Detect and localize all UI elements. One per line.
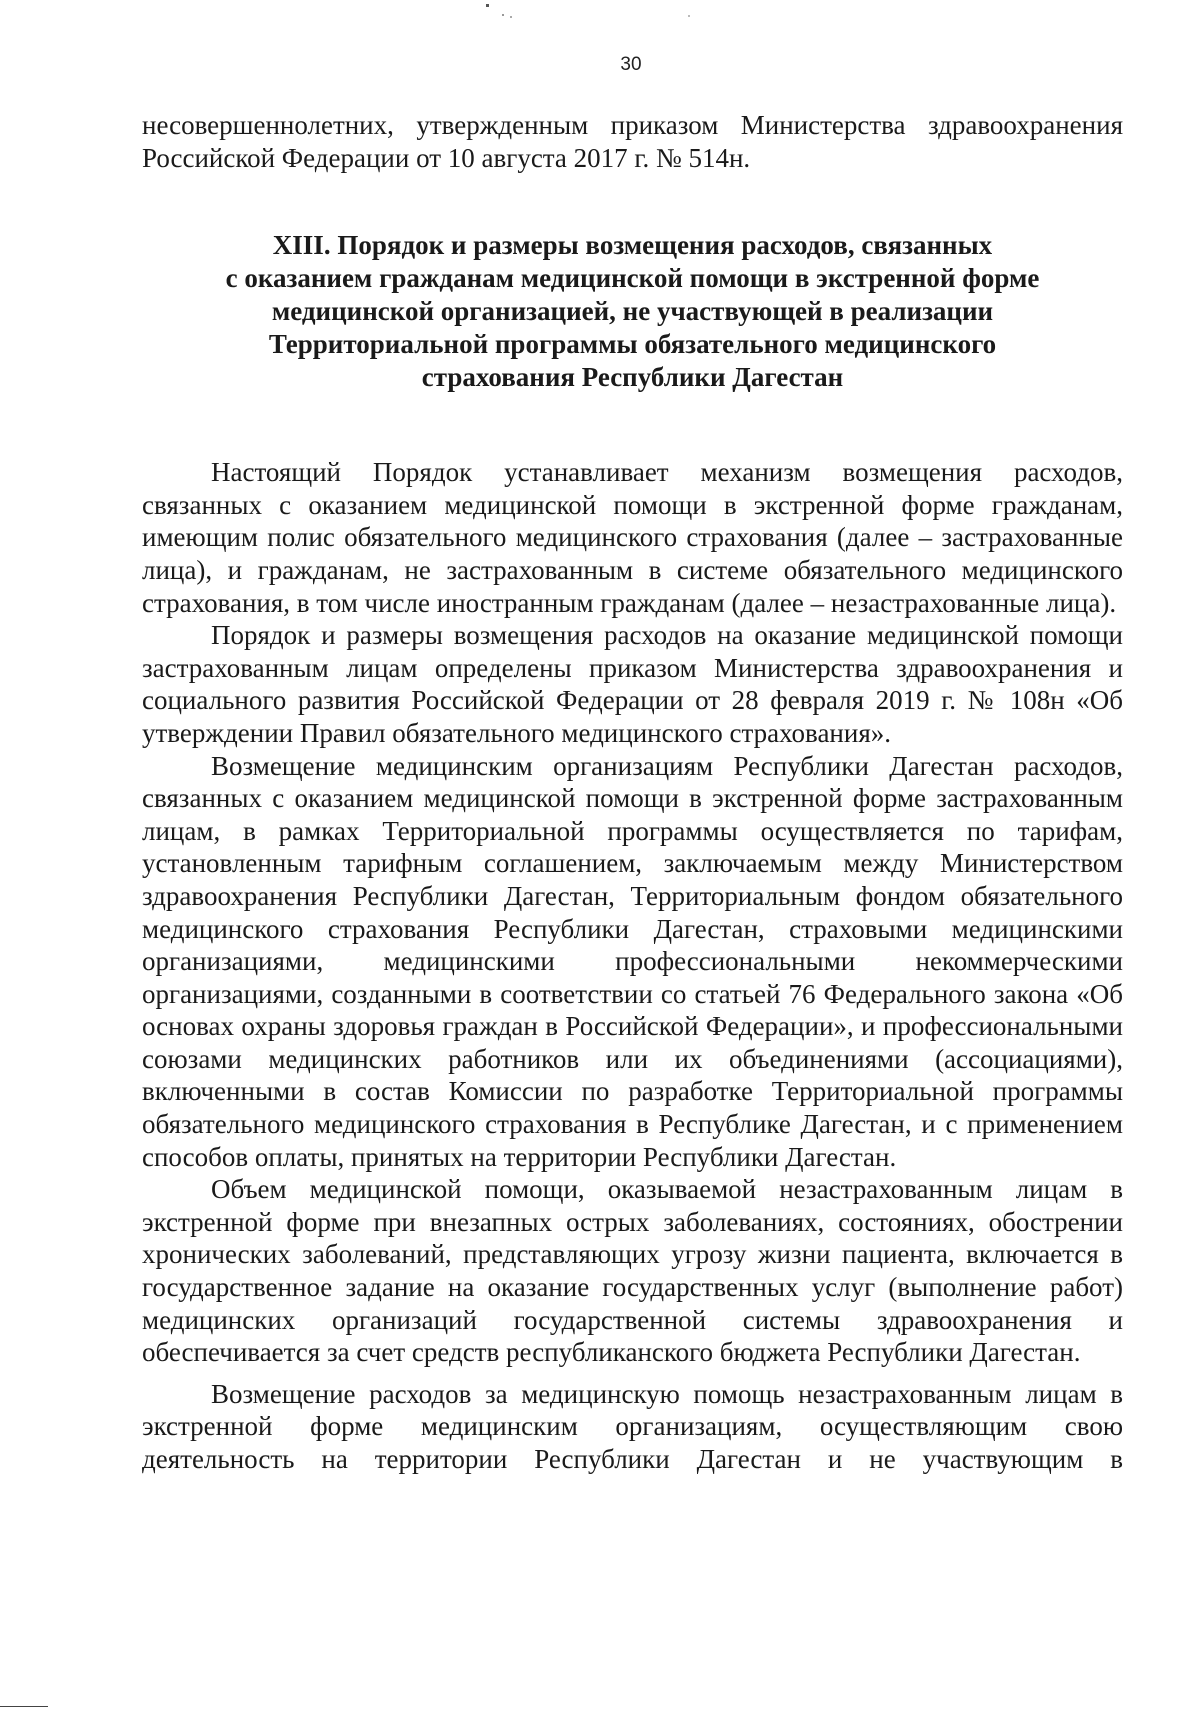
section-heading-line: медицинской организацией, не участвующей в реализации — [271, 296, 994, 327]
scan-artifact-mark — [688, 15, 690, 17]
scan-artifact-mark — [502, 14, 504, 16]
continued-text-line: Российской Федерации от 10 августа 2017 г. № 514н. — [142, 142, 751, 173]
section-heading-line: страхования Республики Дагестан — [421, 362, 844, 393]
paragraph: Настоящий Порядок устанавливает механизм возмещения расходов, связанных с оказанием медицинской помощи в экстренной форме гражданам, имеющим полис обязательного медицинского страхования (далее – застрахованные лица), и гражданам, не застрахованным в системе обязательного медицинского страхования, в том числе иностранным гражданам (далее – незастрахованные лица). — [142, 457, 1123, 618]
section-heading-line: XIII. Порядок и размеры возмещения расходов, связанных — [272, 230, 993, 261]
scan-artifact-mark — [510, 16, 512, 18]
paragraph: Возмещение медицинским организациям Республики Дагестан расходов, связанных с оказанием медицинской помощи в экстренной форме застрахованным лицам, в рамках Территориальной программы осуществляется по тарифам, установленным тарифным соглашением, заключаемым между Министерством здравоохранения Республики Дагестан, Территориальным фондом обязательного медицинского страхования Республики Дагестан, страховыми медицинскими организациями, медицинскими профессиональными некоммерческими организациями, созданными в соответствии со статьей 76 Федерального закона «Об основах охраны здоровья граждан в Российской Федерации», и профессиональными союзами медицинских работников или их объединениями (ассоциациями), включенными в состав Комиссии по разработке Территориальной программы обязательного медицинского страхования в Республике Дагестан, и с применением способов оплаты, принятых на территории Республики Дагестан. — [142, 750, 1123, 1172]
section-body — [142, 456, 1123, 1475]
section-heading-line: с оказанием гражданам медицинской помощи в экстренной форме — [225, 263, 1040, 294]
paragraph: Объем медицинской помощи, оказываемой незастрахованным лицам в экстренной форме при внезапных острых заболеваниях, состояниях, обострении хронических заболеваний, представляющих угрозу жизни пациента, включается в государственное задание на оказание государственных услуг (выполнение работ) медицинских организаций государственной системы здравоохранения и обеспечивается за счет средств республиканского бюджета Республики Дагестан. — [142, 1174, 1123, 1368]
margin-rule — [0, 1706, 48, 1707]
document-body — [142, 109, 1123, 1476]
page-number: 30 — [620, 54, 642, 75]
scan-artifact-mark — [486, 4, 489, 7]
section-heading — [142, 229, 1123, 394]
continued-text-line: несовершеннолетних, утвержденным приказом Министерства здравоохранения — [142, 110, 1123, 140]
paragraph: Порядок и размеры возмещения расходов на оказание медицинской помощи застрахованным лицам определены приказом Министерства здравоохранения и социального развития Российской Федерации от 28 февраля 2019 г. № 108н «Об утверждении Правил обязательного медицинского страхования». — [142, 620, 1123, 748]
section-heading-line: Территориальной программы обязательного медицинского — [268, 329, 997, 360]
paragraph: Возмещение расходов за медицинскую помощь незастрахованным лицам в экстренной форме медицинским организациям, осуществляющим свою деятельность на территории Республики Дагестан и не участвующим в — [142, 1378, 1123, 1474]
